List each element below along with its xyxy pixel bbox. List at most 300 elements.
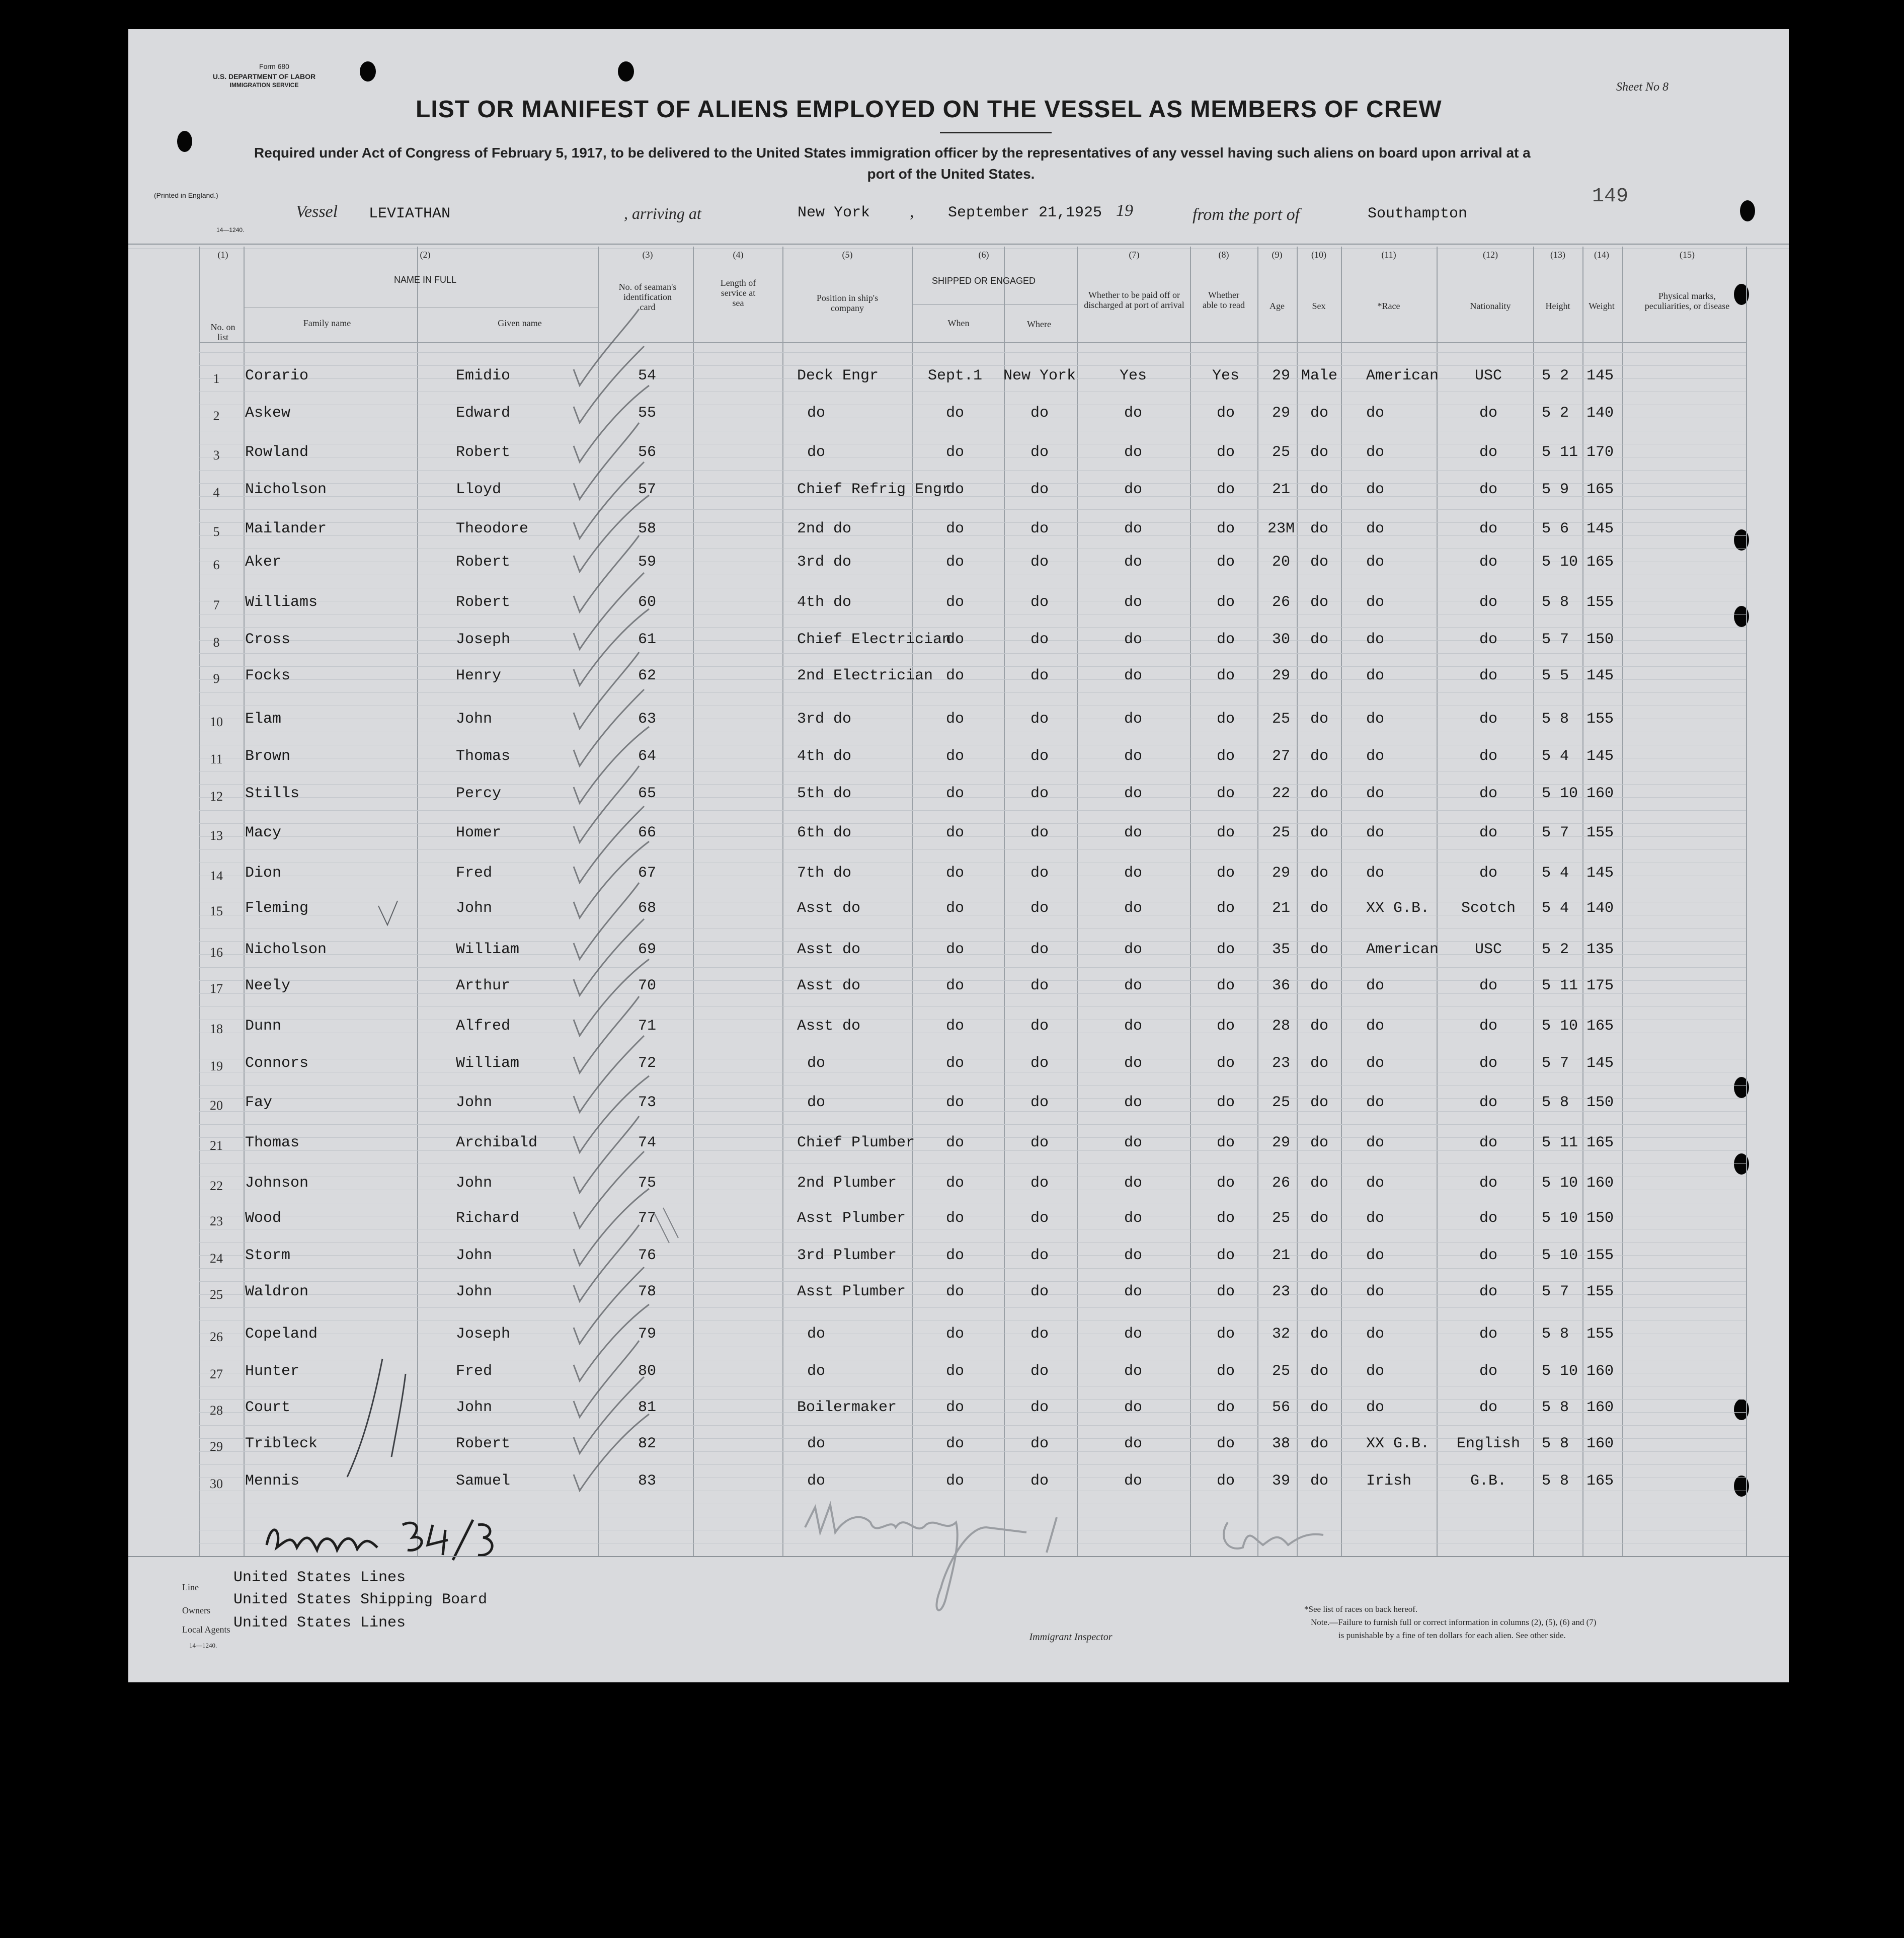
given-name: Arthur (456, 977, 511, 994)
given-name: Archibald (456, 1134, 538, 1151)
vessel-name: LEVIATHAN (369, 205, 451, 222)
race: do (1366, 1134, 1385, 1151)
sex: do (1310, 1435, 1329, 1452)
age: 23 (1272, 1283, 1291, 1300)
ship-position: do (807, 444, 826, 461)
family-name: Waldron (245, 1283, 309, 1300)
nationality: do (1479, 594, 1498, 611)
able-to-read: do (1216, 824, 1235, 841)
from-port-label: from the port of (1193, 205, 1300, 224)
race: do (1366, 554, 1385, 571)
weight: 150 (1586, 631, 1614, 648)
sex: do (1310, 481, 1329, 498)
age: 21 (1272, 1247, 1291, 1264)
family-name: Johnson (245, 1175, 309, 1192)
weight: 155 (1586, 594, 1614, 611)
page-number: 149 (1592, 185, 1629, 208)
family-name: Focks (245, 667, 291, 684)
race: do (1366, 785, 1385, 802)
given-name: John (456, 711, 493, 728)
weight: 150 (1586, 1210, 1614, 1227)
check-mark (574, 806, 644, 883)
nationality: English (1456, 1435, 1521, 1452)
given-name: Richard (456, 1210, 520, 1227)
ship-position: Deck Engr (797, 367, 879, 384)
header-race: *Race (1377, 301, 1400, 311)
row-number: 21 (210, 1138, 223, 1153)
paid-off: do (1124, 1210, 1143, 1227)
row-number: 5 (213, 524, 220, 539)
height: 5 11 (1542, 1134, 1578, 1151)
age: 25 (1272, 1363, 1291, 1380)
paid-off: do (1124, 1055, 1143, 1072)
able-to-read: do (1216, 481, 1235, 498)
shipped-when: Sept.1 (927, 367, 983, 384)
age: 27 (1272, 748, 1291, 765)
weight: 150 (1586, 1094, 1614, 1111)
paid-off: do (1124, 667, 1143, 684)
handwriting-stroke (403, 1520, 492, 1560)
shipped-where: do (1030, 1247, 1049, 1264)
shipped-when: do (945, 594, 965, 611)
family-name: Rowland (245, 444, 309, 461)
seaman-card-number: 82 (638, 1435, 657, 1452)
nationality: do (1479, 748, 1498, 765)
sex: do (1310, 1055, 1329, 1072)
weight: 155 (1586, 1247, 1614, 1264)
race: do (1366, 594, 1385, 611)
shipped-where: do (1030, 900, 1049, 917)
sex: do (1310, 785, 1329, 802)
comma: , (910, 202, 914, 221)
row-number: 19 (210, 1059, 223, 1073)
height: 5 4 (1542, 900, 1569, 917)
year-suffix: 19 (1116, 201, 1133, 220)
check-mark (574, 766, 639, 842)
age: 22 (1272, 785, 1291, 802)
check-mark (378, 901, 398, 925)
height: 5 10 (1542, 554, 1578, 571)
nationality: do (1479, 1175, 1498, 1192)
able-to-read: do (1216, 667, 1235, 684)
height: 5 10 (1542, 785, 1578, 802)
check-mark (574, 495, 649, 572)
paid-off: do (1124, 1134, 1143, 1151)
shipped-where: do (1030, 1055, 1049, 1072)
header-able-to-read: Whether able to read (1203, 290, 1245, 310)
race: do (1366, 1247, 1385, 1264)
seaman-card-number: 56 (638, 444, 657, 461)
form-subtitle-line2: port of the United States. (867, 166, 1035, 182)
header-seaman-card: No. of seaman's identification card (618, 282, 677, 312)
check-mark (574, 883, 639, 959)
nationality: G.B. (1470, 1472, 1507, 1490)
race: American (1366, 941, 1439, 958)
shipped-where: do (1030, 1094, 1049, 1111)
seaman-card-number: 75 (638, 1175, 657, 1192)
department-name: U.S. DEPARTMENT OF LABOR (212, 72, 316, 81)
able-to-read: do (1216, 554, 1235, 571)
able-to-read: do (1216, 1175, 1235, 1192)
header-where: Where (1027, 319, 1051, 329)
nationality: do (1479, 711, 1498, 728)
paid-off: do (1124, 405, 1143, 422)
race: XX G.B. (1366, 900, 1430, 917)
seaman-card-number: 68 (638, 900, 657, 917)
family-name: Storm (245, 1247, 291, 1264)
row-number: 3 (213, 448, 220, 462)
weight: 165 (1586, 1018, 1614, 1035)
weight: 160 (1586, 785, 1614, 802)
shipped-where: do (1030, 667, 1049, 684)
shipped-where: New York (1003, 367, 1076, 384)
seaman-card-number: 67 (638, 865, 657, 882)
age: 25 (1272, 1094, 1291, 1111)
paid-off: do (1124, 941, 1143, 958)
row-number: 28 (210, 1403, 223, 1418)
shipped-when: do (945, 1472, 965, 1490)
nationality: do (1479, 1094, 1498, 1111)
height: 5 5 (1542, 667, 1569, 684)
shipped-where: do (1030, 1399, 1049, 1416)
height: 5 8 (1542, 711, 1569, 728)
paid-off: do (1124, 1363, 1143, 1380)
inspector-signature (795, 1497, 1348, 1628)
race: Irish (1366, 1472, 1412, 1490)
able-to-read: do (1216, 1472, 1235, 1490)
nationality: do (1479, 554, 1498, 571)
shipped-when: do (945, 1055, 965, 1072)
family-name: Aker (245, 554, 282, 571)
row-number: 20 (210, 1098, 223, 1113)
shipped-when: do (945, 748, 965, 765)
check-mark (574, 609, 649, 685)
form-subtitle: Required under Act of Congress of February 5, 1917, to be delivered to the United States immigration officer by the representatives of any vessel having such aliens on board upon arrival at a (254, 145, 1531, 161)
shipped-where: do (1030, 977, 1049, 994)
weight: 155 (1586, 824, 1614, 841)
family-name: Fleming (245, 900, 309, 917)
form-title: LIST OR MANIFEST OF ALIENS EMPLOYED ON THE VESSEL AS MEMBERS OF CREW (416, 96, 1442, 123)
given-name: Samuel (456, 1472, 511, 1490)
given-name: Lloyd (456, 481, 502, 498)
printed-in-england: (Printed in England.) (154, 191, 218, 199)
age: 25 (1272, 1210, 1291, 1227)
check-mark (574, 919, 644, 995)
shipped-where: do (1030, 748, 1049, 765)
signature-stroke (805, 1505, 1057, 1610)
ship-position: do (807, 1326, 826, 1343)
sex: do (1310, 594, 1329, 611)
column-number: (14) (1594, 250, 1609, 260)
check-mark (574, 1036, 644, 1112)
seaman-card-number: 83 (638, 1472, 657, 1490)
seaman-card-number: 54 (638, 367, 657, 384)
ship-position: do (807, 1363, 826, 1380)
race: do (1366, 1326, 1385, 1343)
row-number: 23 (210, 1214, 223, 1228)
nationality: do (1479, 481, 1498, 498)
shipped-when: do (945, 667, 965, 684)
paid-off: do (1124, 865, 1143, 882)
row-number: 29 (210, 1439, 223, 1454)
shipped-when: do (945, 554, 965, 571)
weight: 145 (1586, 748, 1614, 765)
height: 5 2 (1542, 941, 1569, 958)
nationality: do (1479, 1363, 1498, 1380)
paid-off: do (1124, 1094, 1143, 1111)
sex: do (1310, 1210, 1329, 1227)
seaman-card-number: 69 (638, 941, 657, 958)
nationality: do (1479, 977, 1498, 994)
ship-position: do (807, 1055, 826, 1072)
weight: 145 (1586, 367, 1614, 384)
paid-off: do (1124, 711, 1143, 728)
header-name-in-full: NAME IN FULL (393, 275, 457, 285)
given-name: John (456, 1247, 493, 1264)
weight: 175 (1586, 977, 1614, 994)
paid-off: do (1124, 1247, 1143, 1264)
header-length-of-service: Length of service at sea (720, 278, 756, 308)
race: XX G.B. (1366, 1435, 1430, 1452)
header-family-name: Family name (303, 318, 351, 328)
seaman-card-number: 58 (638, 520, 657, 537)
check-mark (574, 1414, 649, 1491)
paid-off: do (1124, 520, 1143, 537)
able-to-read: do (1216, 631, 1235, 648)
race: do (1366, 865, 1385, 882)
shipped-when: do (945, 1283, 965, 1300)
seaman-card-number: 79 (638, 1326, 657, 1343)
age: 35 (1272, 941, 1291, 958)
age: 28 (1272, 1018, 1291, 1035)
paid-off: do (1124, 554, 1143, 571)
shipped-when: do (945, 977, 965, 994)
seaman-card-number: 55 (638, 405, 657, 422)
shipped-where: do (1030, 1472, 1049, 1490)
check-mark (574, 996, 639, 1073)
nationality: Scotch (1461, 900, 1516, 917)
ship-position: do (807, 1472, 826, 1490)
column-number: (8) (1218, 250, 1229, 260)
family-name: Connors (245, 1055, 309, 1072)
shipped-when: do (945, 1399, 965, 1416)
weight: 155 (1586, 711, 1614, 728)
shipped-where: do (1030, 594, 1049, 611)
family-name: Cross (245, 631, 291, 648)
departure-port: Southampton (1368, 205, 1468, 222)
nationality: do (1479, 405, 1498, 422)
penalty-note-line2: is punishable by a fine of ten dollars for each alien. See other side. (1338, 1631, 1566, 1640)
paid-off: do (1124, 1283, 1143, 1300)
agents-value: United States Lines (233, 1614, 406, 1632)
seaman-card-number: 74 (638, 1134, 657, 1151)
column-number: (4) (733, 250, 744, 260)
able-to-read: do (1216, 1094, 1235, 1111)
height: 5 8 (1542, 1435, 1569, 1452)
sex: do (1310, 824, 1329, 841)
form-code: 14—1240. (216, 226, 245, 234)
sex: do (1310, 1399, 1329, 1416)
nationality: do (1479, 444, 1498, 461)
arrival-port: New York (798, 204, 870, 221)
check-mark (574, 1377, 644, 1453)
given-name: John (456, 1283, 493, 1300)
race: do (1366, 444, 1385, 461)
given-name: Joseph (456, 631, 511, 648)
seaman-card-number: 63 (638, 711, 657, 728)
seaman-card-number: 57 (638, 481, 657, 498)
shipped-where: do (1030, 1435, 1049, 1452)
height: 5 11 (1542, 977, 1578, 994)
given-name: Fred (456, 1363, 493, 1380)
age: 29 (1272, 667, 1291, 684)
column-number: (13) (1550, 250, 1565, 260)
able-to-read: do (1216, 977, 1235, 994)
form-number: Form 680 (259, 62, 289, 70)
given-name: Robert (456, 594, 511, 611)
able-to-read: do (1216, 941, 1235, 958)
shipped-where: do (1030, 785, 1049, 802)
shipped-where: do (1030, 941, 1049, 958)
check-mark (574, 573, 644, 649)
shipped-when: do (945, 900, 965, 917)
family-name: Tribleck (245, 1435, 318, 1452)
ship-position: do (807, 1094, 826, 1111)
height: 5 10 (1542, 1018, 1578, 1035)
age: 25 (1272, 444, 1291, 461)
weight: 145 (1586, 667, 1614, 684)
given-name: William (456, 1055, 520, 1072)
weight: 160 (1586, 1435, 1614, 1452)
race: do (1366, 977, 1385, 994)
family-name: Brown (245, 748, 291, 765)
weight: 165 (1586, 481, 1614, 498)
given-name: Joseph (456, 1326, 511, 1343)
row-number: 10 (210, 715, 223, 729)
header-physical-marks: Physical marks, peculiarities, or disease (1644, 291, 1730, 311)
shipped-when: do (945, 711, 965, 728)
shipped-when: do (945, 1363, 965, 1380)
height: 5 6 (1542, 520, 1569, 537)
height: 5 4 (1542, 865, 1569, 882)
column-number: (7) (1129, 250, 1140, 260)
row-number: 25 (210, 1287, 223, 1302)
ship-position: Asst do (797, 941, 861, 958)
given-name: Homer (456, 824, 502, 841)
age: 26 (1272, 594, 1291, 611)
able-to-read: do (1216, 1326, 1235, 1343)
row-number: 11 (210, 752, 223, 766)
row-number: 9 (213, 671, 220, 686)
height: 5 2 (1542, 367, 1569, 384)
family-name: Fay (245, 1094, 273, 1111)
weight: 145 (1586, 1055, 1614, 1072)
check-mark (574, 462, 644, 538)
ship-position: 4th do (797, 594, 852, 611)
family-name: Hunter (245, 1363, 300, 1380)
ship-position: 6th do (797, 824, 852, 841)
shipped-when: do (945, 865, 965, 882)
able-to-read: do (1216, 711, 1235, 728)
seaman-card-number: 72 (638, 1055, 657, 1072)
arrival-date: September 21,1925 (948, 204, 1102, 221)
family-name: Nicholson (245, 941, 327, 958)
shipped-where: do (1030, 711, 1049, 728)
check-mark (574, 841, 649, 918)
family-name: Askew (245, 405, 291, 422)
race: do (1366, 481, 1385, 498)
ship-position: 2nd Plumber (797, 1175, 897, 1192)
race: do (1366, 1210, 1385, 1227)
row-number: 30 (210, 1477, 223, 1491)
column-number: (5) (842, 250, 853, 260)
owners-label: Owners (182, 1605, 210, 1615)
age: 25 (1272, 711, 1291, 728)
race: do (1366, 1283, 1385, 1300)
sex: do (1310, 865, 1329, 882)
race: do (1366, 1175, 1385, 1192)
able-to-read: do (1216, 444, 1235, 461)
weight: 140 (1586, 900, 1614, 917)
given-name: William (456, 941, 520, 958)
line-value: United States Lines (233, 1569, 406, 1586)
header-height: Height (1545, 301, 1570, 311)
given-name: Henry (456, 667, 502, 684)
height: 5 4 (1542, 748, 1569, 765)
sex: Male (1301, 367, 1338, 384)
signature-stroke (1224, 1522, 1323, 1548)
weight: 165 (1586, 554, 1614, 571)
nationality: do (1479, 785, 1498, 802)
shipped-when: do (945, 444, 965, 461)
shipped-where: do (1030, 1018, 1049, 1035)
nationality: do (1479, 1210, 1498, 1227)
seaman-card-number: 65 (638, 785, 657, 802)
height: 5 8 (1542, 1094, 1569, 1111)
race: do (1366, 711, 1385, 728)
race: do (1366, 1055, 1385, 1072)
shipped-when: do (945, 481, 965, 498)
sex: do (1310, 1094, 1329, 1111)
race: do (1366, 1018, 1385, 1035)
check-mark (574, 1076, 649, 1152)
paid-off: do (1124, 1472, 1143, 1490)
able-to-read: do (1216, 748, 1235, 765)
penalty-note: Note.—Failure to furnish full or correct information in columns (2), (5), (6) and (7) (1311, 1617, 1597, 1627)
shipped-when: do (945, 1326, 965, 1343)
age: 21 (1272, 481, 1291, 498)
age: 29 (1272, 1134, 1291, 1151)
sex: do (1310, 520, 1329, 537)
sex: do (1310, 1175, 1329, 1192)
paid-off: Yes (1119, 367, 1147, 384)
column-number: (10) (1311, 250, 1326, 260)
header-no-on-list: No. on list (210, 322, 235, 342)
given-name: Edward (456, 405, 511, 422)
check-mark (574, 1267, 644, 1344)
ship-position: 3rd do (797, 711, 852, 728)
weight: 170 (1586, 444, 1614, 461)
row-number: 13 (210, 828, 223, 843)
seaman-card-number: 80 (638, 1363, 657, 1380)
row-number: 17 (210, 981, 223, 996)
check-mark (574, 535, 639, 612)
weight: 155 (1586, 1283, 1614, 1300)
sex: do (1310, 405, 1329, 422)
weight: 135 (1586, 941, 1614, 958)
shipped-when: do (945, 785, 965, 802)
sex: do (1310, 554, 1329, 571)
